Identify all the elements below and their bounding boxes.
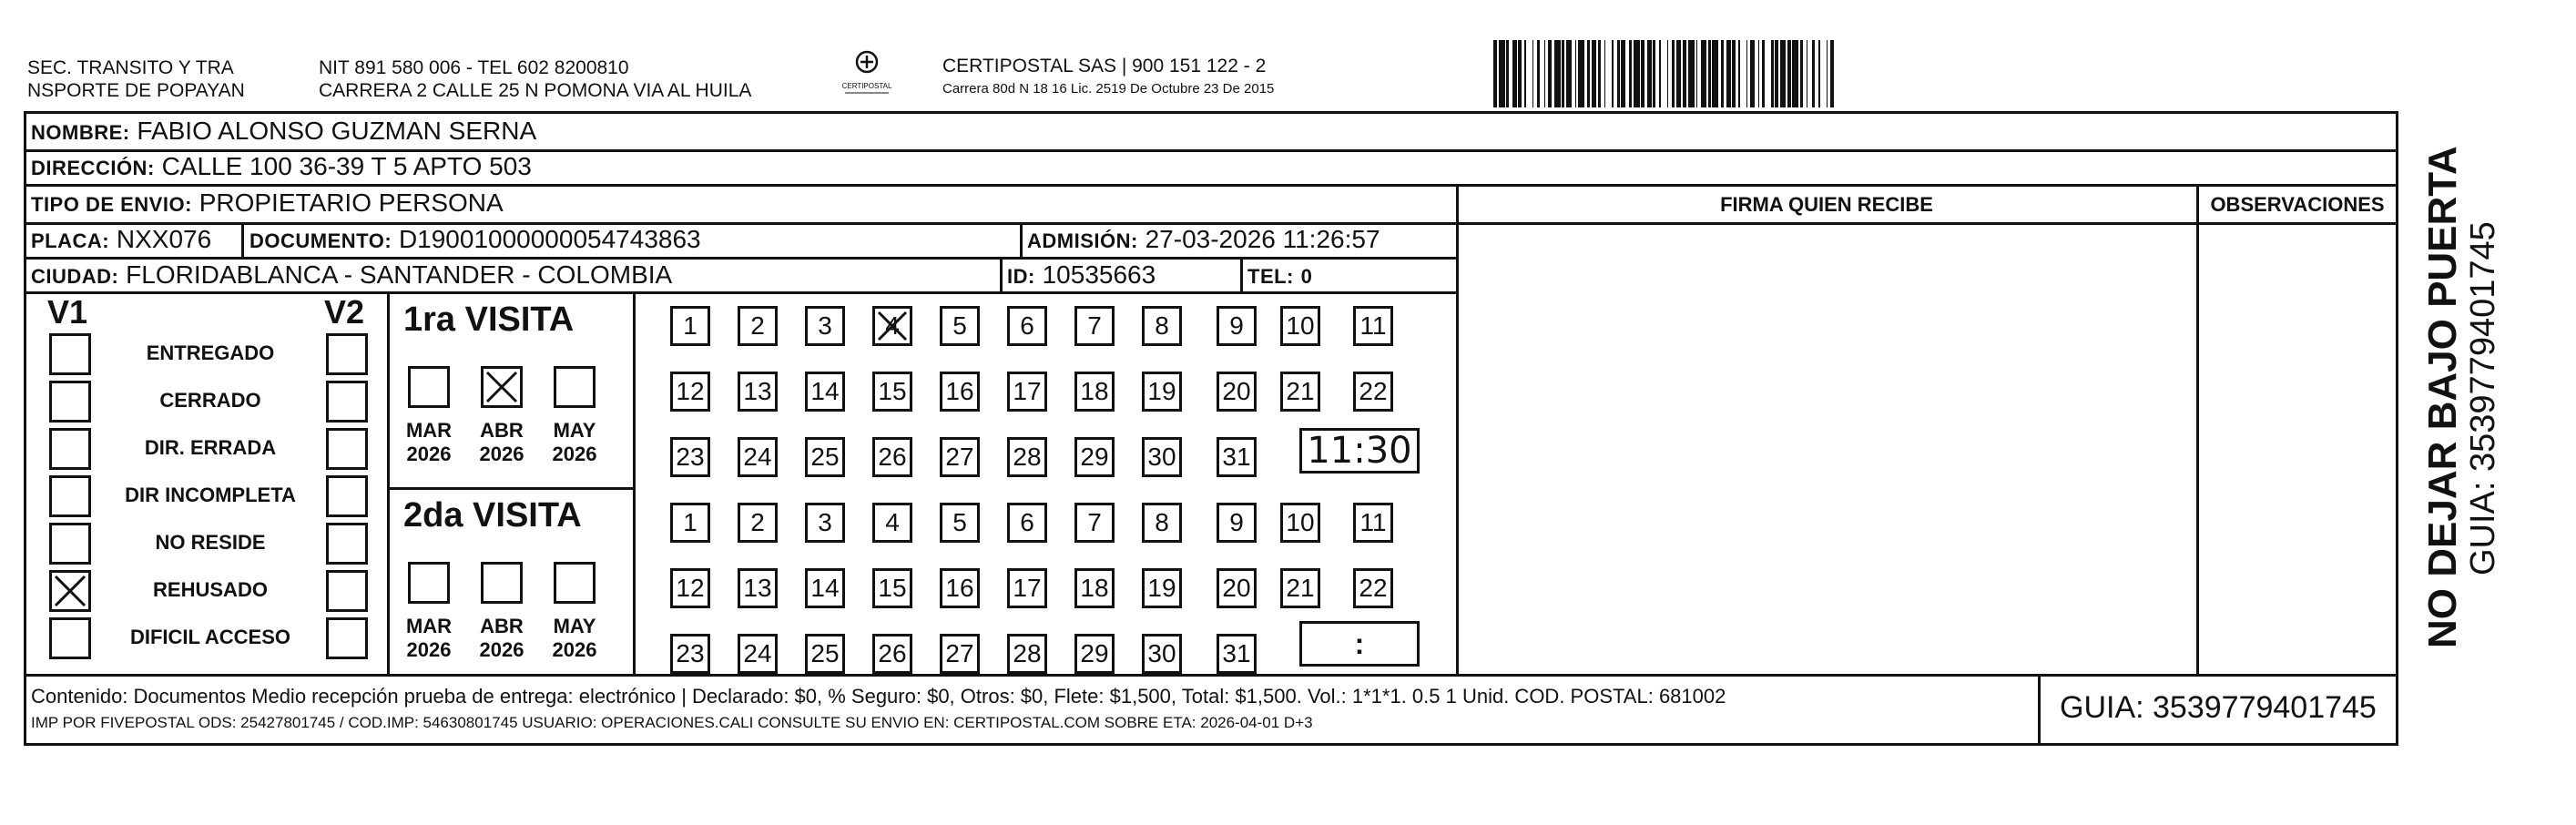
second-visit-title: 2da VISITA [403, 496, 582, 535]
tel-field [1247, 260, 1312, 292]
sender-nit: NIT 891 580 006 - TEL 602 8200810 [319, 57, 629, 78]
day-number: 12 [676, 377, 705, 405]
day-number: 6 [1020, 311, 1034, 340]
day-number: 29 [1080, 639, 1109, 667]
day-box[interactable] [1353, 503, 1393, 543]
v2-checkbox[interactable] [326, 475, 368, 517]
day-box[interactable] [738, 634, 778, 674]
day-number: 1 [683, 508, 697, 536]
day-number: 11 [1359, 311, 1387, 340]
nombre-label: NOMBRE: [31, 121, 130, 144]
month-checkbox[interactable] [481, 562, 523, 604]
nombre-field [31, 116, 536, 148]
placa-label: PLACA: [31, 229, 110, 252]
sender-line-1: SEC. TRANSITO Y TRA [27, 57, 234, 78]
day-box[interactable] [670, 372, 710, 412]
day-box[interactable] [1217, 634, 1257, 674]
svg-text:CERTIPOSTAL: CERTIPOSTAL [841, 82, 892, 90]
status-reason-label: ENTREGADO [146, 341, 275, 364]
day-box[interactable] [1007, 437, 1047, 477]
day-number: 4 [885, 311, 900, 340]
day-number: 28 [1013, 639, 1042, 667]
day-number: 7 [1087, 311, 1102, 340]
day-box[interactable] [872, 634, 912, 674]
month-checkbox[interactable] [554, 366, 596, 408]
month-checkbox[interactable] [408, 366, 450, 408]
day-number: 18 [1080, 377, 1109, 405]
day-number: 10 [1286, 311, 1315, 340]
day-box[interactable] [1074, 503, 1115, 543]
day-number: 2 [750, 311, 765, 340]
month-checkbox[interactable] [481, 366, 523, 408]
sender-address: CARRERA 2 CALLE 25 N POMONA VIA AL HUILA [319, 80, 752, 101]
v1-checkbox[interactable] [49, 523, 91, 565]
day-number: 20 [1222, 377, 1251, 405]
day-box[interactable] [872, 437, 912, 477]
day-box[interactable] [940, 503, 980, 543]
admision-label: ADMISIÓN: [1027, 229, 1138, 252]
day-number: 9 [1229, 508, 1244, 536]
day-box[interactable] [670, 306, 710, 346]
day-number: 8 [1155, 311, 1169, 340]
ciudad-field [31, 260, 672, 292]
day-box[interactable] [805, 634, 845, 674]
day-box[interactable] [1142, 634, 1182, 674]
day-number: 30 [1147, 443, 1176, 471]
day-number: 21 [1286, 377, 1315, 405]
day-box[interactable] [670, 503, 710, 543]
day-number: 25 [810, 639, 840, 667]
placa-field [31, 224, 211, 257]
v1-checkbox[interactable] [49, 381, 91, 423]
day-box[interactable] [872, 503, 912, 543]
firma-quien-recibe-label: FIRMA QUIEN RECIBE [1720, 193, 1933, 216]
day-number: 26 [878, 639, 907, 667]
day-number: 14 [810, 574, 840, 602]
direccion-value: CALLE 100 36-39 T 5 APTO 503 [161, 152, 532, 180]
day-number: 3 [818, 311, 832, 340]
day-number: 18 [1080, 574, 1109, 602]
month-label: MAY 2026 [552, 615, 597, 661]
day-box[interactable] [1142, 306, 1182, 346]
month-label: MAY 2026 [552, 419, 597, 465]
day-box[interactable] [1217, 568, 1257, 608]
day-box[interactable] [805, 437, 845, 477]
day-number: 9 [1229, 311, 1244, 340]
tipo-envio-field [31, 188, 504, 220]
first-visit-title: 1ra VISITA [403, 300, 575, 339]
admision-field [1027, 224, 1380, 257]
courier-license: Carrera 80d N 18 16 Lic. 2519 De Octubre 23 De 2015 [942, 81, 1275, 97]
v2-checkbox[interactable] [326, 381, 368, 423]
day-box[interactable] [738, 372, 778, 412]
day-number: 27 [945, 443, 974, 471]
courier-name: CERTIPOSTAL SAS | 900 151 122 - 2 [942, 56, 1267, 76]
day-number: 7 [1087, 508, 1102, 536]
day-box[interactable] [872, 372, 912, 412]
day-number: 31 [1222, 443, 1251, 471]
day-box[interactable] [1007, 306, 1047, 346]
v2-checkbox[interactable] [326, 428, 368, 470]
first-visit-time-box[interactable] [1299, 428, 1420, 474]
day-number: 15 [878, 574, 907, 602]
v1-checkbox[interactable] [49, 475, 91, 517]
day-number: 4 [885, 508, 900, 536]
barcode [1493, 40, 2222, 107]
admision-value: 27-03-2026 11:26:57 [1145, 225, 1380, 253]
tipo-envio-label: TIPO DE ENVIO: [31, 193, 192, 216]
status-reason-label: NO RESIDE [155, 531, 266, 554]
day-box[interactable] [805, 372, 845, 412]
day-box[interactable] [1007, 634, 1047, 674]
day-number: 3 [818, 508, 832, 536]
day-box[interactable] [1142, 372, 1182, 412]
day-box[interactable] [940, 634, 980, 674]
day-number: 16 [945, 377, 974, 405]
month-label: ABR 2026 [479, 419, 524, 465]
day-box[interactable] [1074, 306, 1115, 346]
day-box[interactable] [1074, 568, 1115, 608]
v2-label: V2 [324, 293, 365, 331]
courier-info [942, 55, 1274, 100]
id-value: 10535663 [1042, 260, 1156, 289]
day-number: 14 [810, 377, 840, 405]
day-box[interactable] [805, 306, 845, 346]
day-box[interactable] [940, 437, 980, 477]
day-box[interactable] [738, 306, 778, 346]
day-number: 30 [1147, 639, 1176, 667]
sender-contact [319, 56, 751, 102]
day-number: 2 [750, 508, 765, 536]
day-box[interactable] [1217, 372, 1257, 412]
day-box[interactable] [1074, 437, 1115, 477]
day-box[interactable] [1353, 306, 1393, 346]
day-number: 24 [743, 443, 772, 471]
documento-field [249, 224, 701, 257]
barcode-bar [1830, 40, 1834, 107]
certipostal-logo [840, 47, 894, 104]
direccion-field [31, 151, 532, 184]
first-visit-time: 11:30 [1307, 430, 1412, 472]
day-box[interactable] [738, 503, 778, 543]
day-box[interactable] [1280, 306, 1320, 346]
second-visit-time: : [1354, 627, 1365, 660]
day-box[interactable] [1280, 568, 1320, 608]
day-number: 6 [1020, 508, 1034, 536]
day-number: 11 [1359, 508, 1387, 536]
day-number: 17 [1013, 574, 1042, 602]
day-number: 16 [945, 574, 974, 602]
day-box[interactable] [738, 568, 778, 608]
tel-value: 0 [1300, 265, 1313, 288]
day-box[interactable] [1353, 568, 1393, 608]
v2-checkbox[interactable] [326, 617, 368, 659]
ciudad-label: CIUDAD: [31, 265, 119, 288]
month-checkbox[interactable] [554, 562, 596, 604]
day-box[interactable] [1217, 306, 1257, 346]
day-number: 10 [1286, 508, 1315, 536]
second-visit-time-box[interactable] [1299, 621, 1420, 667]
day-number: 20 [1222, 574, 1251, 602]
month-checkbox[interactable] [408, 562, 450, 604]
side-guia-number: GUIA: 3539779401745 [2464, 221, 2502, 575]
observaciones-label: OBSERVACIONES [2210, 193, 2385, 216]
observations-area[interactable] [2200, 225, 2393, 671]
v2-checkbox[interactable] [326, 570, 368, 612]
day-number: 25 [810, 443, 840, 471]
v1-checkbox[interactable] [49, 333, 91, 375]
day-box[interactable] [805, 503, 845, 543]
day-number: 1 [683, 311, 697, 340]
day-box[interactable] [670, 634, 710, 674]
print-info: IMP POR FIVEPOSTAL ODS: 25427801745 / COD.IMP: 54630801745 USUARIO: OPERACIONES.CALI CONSULTE SU ENVIO EN: CERTIPOSTAL.COM SOBRE ETA: 2026-04-01 D+3 [31, 714, 1313, 731]
day-number: 28 [1013, 443, 1042, 471]
day-box[interactable] [1074, 372, 1115, 412]
day-box[interactable] [872, 568, 912, 608]
day-box[interactable] [872, 306, 912, 346]
day-number: 24 [743, 639, 772, 667]
status-reason-label: DIR. ERRADA [144, 436, 277, 459]
status-reason-label: REHUSADO [153, 578, 268, 601]
day-number: 23 [676, 639, 705, 667]
v1-checkbox[interactable] [49, 617, 91, 659]
day-box[interactable] [940, 568, 980, 608]
day-box[interactable] [1353, 372, 1393, 412]
month-label: MAR 2026 [405, 615, 453, 661]
placa-value: NXX076 [116, 225, 212, 253]
sender-line-2: NSPORTE DE POPAYAN [27, 80, 245, 101]
day-box[interactable] [1007, 568, 1047, 608]
guia-number: GUIA: 3539779401745 [2060, 690, 2377, 725]
day-box[interactable] [1217, 503, 1257, 543]
day-number: 23 [676, 443, 705, 471]
day-box[interactable] [670, 437, 710, 477]
v1-label: V1 [47, 293, 88, 331]
month-label: MAR 2026 [405, 419, 453, 465]
day-box[interactable] [1217, 437, 1257, 477]
status-reason-label: DIR INCOMPLETA [125, 484, 296, 506]
day-number: 21 [1286, 574, 1315, 602]
day-number: 17 [1013, 377, 1042, 405]
day-box[interactable] [1007, 503, 1047, 543]
v2-checkbox[interactable] [326, 523, 368, 565]
day-box[interactable] [1280, 372, 1320, 412]
v1-checkbox[interactable] [49, 570, 91, 612]
day-box[interactable] [1280, 503, 1320, 543]
day-number: 27 [945, 639, 974, 667]
day-number: 13 [743, 377, 772, 405]
status-reason-label: DIFICIL ACCESO [129, 626, 290, 648]
day-box[interactable] [805, 568, 845, 608]
month-label: ABR 2026 [479, 615, 524, 661]
day-number: 29 [1080, 443, 1109, 471]
day-number: 8 [1155, 508, 1169, 536]
documento-label: DOCUMENTO: [249, 229, 392, 252]
day-number: 13 [743, 574, 772, 602]
direccion-label: DIRECCIÓN: [31, 157, 155, 179]
day-number: 5 [952, 508, 967, 536]
day-number: 19 [1147, 377, 1176, 405]
day-number: 12 [676, 574, 705, 602]
no-dejar-bajo-puerta-warning: NO DEJAR BAJO PUERTA [2420, 146, 2465, 648]
tel-label: TEL: [1247, 265, 1294, 288]
nombre-value: FABIO ALONSO GUZMAN SERNA [137, 117, 537, 145]
day-box[interactable] [1074, 634, 1115, 674]
id-field [1007, 260, 1156, 292]
sender-name [27, 56, 245, 102]
v2-checkbox[interactable] [326, 333, 368, 375]
content-summary: Contenido: Documentos Medio recepción prueba de entrega: electrónico | Declarado: $0, % Seguro: $0, Otros: $0, Flete: $1,500, Total: $1,500. Vol.: 1*1*1. 0.5 1 Unid. COD. POSTAL: 681002 [31, 685, 1726, 708]
day-number: 26 [878, 443, 907, 471]
day-box[interactable] [738, 437, 778, 477]
day-box[interactable] [940, 372, 980, 412]
day-number: 22 [1359, 377, 1388, 405]
v1-checkbox[interactable] [49, 428, 91, 470]
day-number: 19 [1147, 574, 1176, 602]
id-label: ID: [1007, 265, 1035, 288]
ciudad-value: FLORIDABLANCA - SANTANDER - COLOMBIA [126, 260, 673, 289]
day-box[interactable] [1007, 372, 1047, 412]
signature-area[interactable] [1460, 225, 2194, 671]
documento-value: D19001000000054743863 [398, 225, 701, 253]
day-number: 5 [952, 311, 967, 340]
day-box[interactable] [1142, 568, 1182, 608]
day-box[interactable] [1142, 437, 1182, 477]
day-number: 31 [1222, 639, 1251, 667]
day-number: 15 [878, 377, 907, 405]
day-box[interactable] [940, 306, 980, 346]
day-box[interactable] [1142, 503, 1182, 543]
day-number: 22 [1359, 574, 1388, 602]
status-reason-label: CERRADO [159, 389, 261, 412]
day-box[interactable] [670, 568, 710, 608]
tipo-envio-value: PROPIETARIO PERSONA [199, 188, 504, 217]
